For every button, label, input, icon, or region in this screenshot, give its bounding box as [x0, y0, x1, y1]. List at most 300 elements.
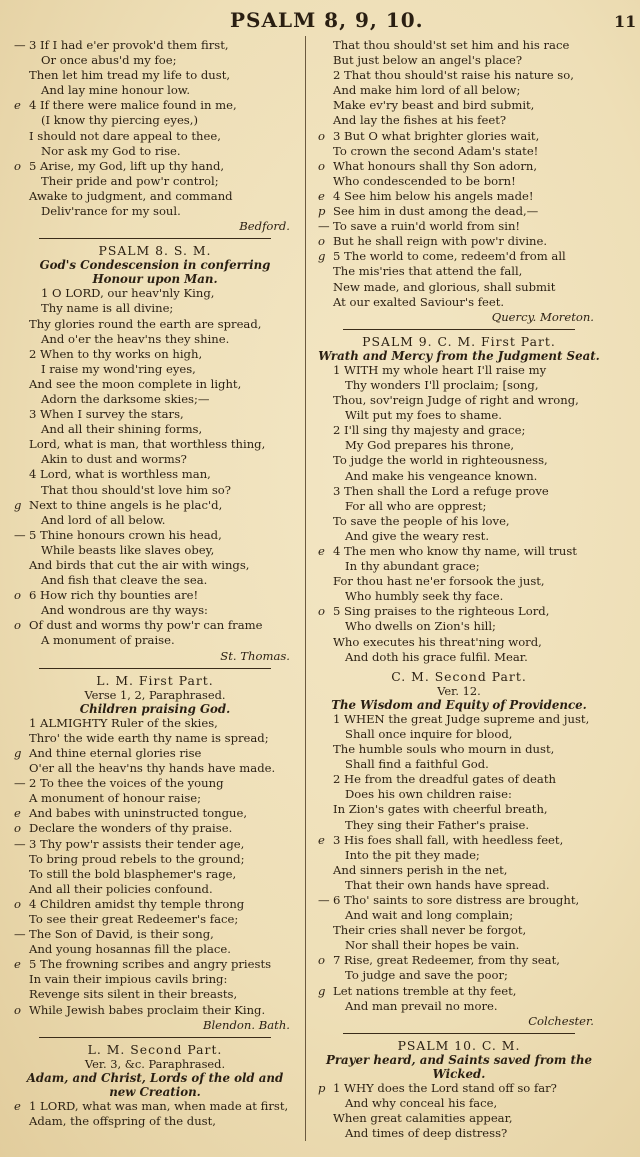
dynamic-mark: e [14, 98, 21, 113]
verse-text: And lay the fishes at his feet? [333, 113, 507, 128]
verse-line [318, 635, 600, 650]
verse-text: 6 Tho' saints to sore distress are brought, [333, 892, 580, 907]
verse-line [318, 189, 600, 204]
verse-text: 3 His foes shall fall, with heedless feet, [333, 832, 564, 847]
verse-line [318, 38, 600, 53]
verse-text: I raise my wond'ring eyes, [41, 361, 196, 376]
verse-text: 3 But O what brighter glories wait, [333, 128, 540, 143]
verse-line [14, 159, 296, 174]
verse-text: While Jewish babes proclaim their King. [29, 1002, 266, 1017]
verse-line [14, 852, 296, 867]
verse-text: And birds that cut the air with wings, [29, 558, 250, 572]
verse-line [14, 1114, 296, 1129]
section-rule [343, 329, 574, 330]
verse-text: Shall once inquire for blood, [345, 726, 513, 741]
dynamic-mark: o [14, 896, 21, 911]
verse-line [330, 499, 600, 514]
verse-text: 1 LORD, what was man, when made at first, [29, 1098, 289, 1113]
verse-reference: Ver. 3, &c. Paraphrased. [84, 1056, 226, 1071]
dynamic-mark: o [318, 158, 325, 173]
verse-line [318, 174, 600, 189]
verse-text: Who humbly seek thy face. [345, 589, 504, 604]
verse-line [330, 1126, 600, 1141]
verse-line [26, 83, 296, 98]
verse-text: 4 If there were malice found in me, [29, 98, 237, 113]
verse-line [318, 893, 600, 908]
verse-line [330, 787, 600, 802]
verse-line [318, 742, 600, 757]
verse-line [14, 68, 296, 83]
verse-line [14, 129, 296, 144]
tune-name: Blendon. Bath. [202, 1017, 290, 1032]
verse-line [26, 362, 296, 377]
verse-line [318, 113, 600, 128]
verse-line [330, 559, 600, 574]
verse-text: Make ev'ry beast and bird submit, [333, 98, 535, 113]
verse-text: 5 The frowning scribes and angry priests [29, 957, 272, 972]
verse-line [14, 972, 296, 987]
psalm-subtitle: Prayer heard, and Saints saved from the Wicked. [325, 1052, 593, 1081]
verse-line [14, 791, 296, 806]
verse-text: 3 If I had e'er provok'd them first, [29, 38, 229, 52]
verse-text: In Zion's gates with cheerful breath, [333, 802, 548, 817]
verse-line [14, 957, 296, 972]
verse-line [318, 514, 600, 529]
verse-text: (I know thy piercing eyes,) [41, 113, 198, 128]
verse-text: 5 The world to come, redeem'd from all [333, 249, 566, 264]
verse-text: And wait and long complain; [345, 908, 514, 923]
dynamic-mark: o [14, 618, 21, 633]
verse-text: And o'er the heav'ns they shine. [41, 331, 230, 346]
verse-line [14, 927, 296, 942]
verse-text: Adorn the darksome skies;— [41, 391, 210, 406]
dynamic-mark: g [318, 249, 326, 264]
verse-text: Who dwells on Zion's hill; [345, 619, 496, 634]
verse-text: Thro' the wide earth thy name is spread; [29, 730, 269, 745]
verse-line [14, 189, 296, 204]
verse-text: And thine eternal glories rise [29, 745, 202, 760]
verse-text: 3 Then shall the Lord a refuge prove [333, 483, 549, 498]
verse-text: And sinners perish in the net, [333, 862, 508, 877]
verse-text: Thy name is all divine; [41, 301, 174, 316]
verse-text: Lord, what is man, that worthless thing, [29, 437, 266, 452]
verse-line [330, 757, 600, 772]
verse-line [26, 204, 296, 219]
verse-text: New made, and glorious, shall submit [333, 279, 556, 294]
verse-text: I should not dare appeal to thee, [29, 128, 221, 143]
verse-text: A monument of honour raise; [29, 791, 202, 806]
verse-line [318, 604, 600, 619]
verse-text: And lord of all below. [41, 512, 166, 527]
verse-line [14, 1003, 296, 1018]
verse-line [14, 867, 296, 882]
verse-line [318, 1081, 600, 1096]
verse-text: 5 Sing praises to the righteous Lord, [333, 604, 550, 619]
verse-line [318, 249, 600, 264]
verse-line [14, 821, 296, 836]
verse-line [318, 453, 600, 468]
dynamic-mark: o [14, 158, 21, 173]
verse-text: To save the people of his love, [333, 513, 510, 528]
verse-line [14, 882, 296, 897]
verse-line [318, 159, 600, 174]
verse-line [26, 543, 296, 558]
verse-text: A monument of praise. [41, 633, 175, 648]
verse-text: While beasts like slaves obey, [41, 542, 215, 557]
dynamic-mark: — [14, 527, 26, 542]
psalm-subtitle: Children praising God. [79, 701, 231, 716]
verse-line [26, 452, 296, 467]
verse-line [26, 513, 296, 528]
verse-text: And young hosannas fill the place. [29, 942, 231, 957]
dynamic-mark: g [14, 745, 22, 760]
verse-text: Adam, the offspring of the dust, [29, 1113, 216, 1128]
verse-line [14, 806, 296, 821]
verse-text: And babes with uninstructed tongue, [29, 806, 248, 821]
verse-text: And make his vengeance known. [345, 468, 538, 483]
psalm-subtitle: Adam, and Christ, Lords of the old and new Creation. [26, 1070, 284, 1099]
verse-text: Wilt put my foes to shame. [345, 408, 502, 423]
section-rule [39, 1037, 270, 1038]
verse-text: 4 Lord, what is worthless man, [29, 467, 211, 482]
verse-text: And give the weary rest. [345, 528, 490, 543]
verse-line [14, 746, 296, 761]
verse-text: That thou should'st love him so? [41, 482, 231, 497]
verse-text: In vain their impious cavils bring: [29, 972, 228, 987]
verse-line [330, 589, 600, 604]
verse-line [318, 423, 600, 438]
verse-text: What honours shall thy Son adorn, [333, 158, 538, 173]
verse-line [330, 438, 600, 453]
verse-text: And doth his grace fulfil. Mear. [345, 649, 528, 664]
verse-text: And all their policies confound. [29, 881, 213, 896]
verse-text: Of dust and worms thy pow'r can frame [29, 618, 263, 633]
verse-line [330, 848, 600, 863]
tune-name: Colchester. [528, 1013, 594, 1028]
verse-text: 1 O LORD, our heav'nly King, [41, 286, 215, 301]
verse-text: To still the bold blasphemer's rage, [29, 866, 237, 881]
dynamic-mark: o [318, 953, 325, 968]
dynamic-mark: p [318, 1080, 326, 1095]
verse-text: 1 ALMIGHTY Ruler of the skies, [29, 715, 218, 730]
psalm-heading: C. M. Second Part. [391, 668, 527, 684]
verse-text: To judge the world in righteousness, [333, 453, 548, 468]
dynamic-mark: e [14, 1098, 21, 1113]
verse-line [330, 908, 600, 923]
verse-text: Nor shall their hopes be vain. [345, 938, 520, 953]
verse-line [14, 716, 296, 731]
verse-line [330, 968, 600, 983]
verse-line [318, 984, 600, 999]
verse-line [14, 987, 296, 1002]
verse-text: To save a ruin'd world from sin! [333, 219, 521, 234]
verse-text: To bring proud rebels to the ground; [29, 851, 245, 866]
verse-text: And make him lord of all below; [333, 83, 521, 98]
verse-text: When great calamities appear, [333, 1111, 513, 1126]
verse-text: To crown the second Adam's state! [333, 143, 539, 158]
verse-text: That their own hands have spread. [345, 877, 550, 892]
verse-text: To see their great Redeemer's face; [29, 911, 239, 926]
verse-text: Their pride and pow'r control; [41, 173, 219, 188]
verse-line [14, 437, 296, 452]
dynamic-mark: e [318, 188, 325, 203]
verse-text: 2 To thee the voices of the young [29, 776, 224, 791]
verse-line [14, 837, 296, 852]
verse-line [14, 407, 296, 422]
verse-text: O'er all the heav'ns thy hands have made. [29, 761, 276, 776]
verse-line [318, 264, 600, 279]
verse-text: 4 See him below his angels made! [333, 188, 534, 203]
page-header [0, 6, 640, 36]
verse-text: And why conceal his face, [345, 1096, 498, 1110]
verse-text: But just below an angel's place? [333, 53, 523, 68]
verse-text: Does his own children raise: [345, 787, 512, 802]
dynamic-mark: o [318, 128, 325, 143]
verse-text: For thou hast ne'er forsook the just, [333, 574, 545, 589]
verse-text: They sing their Father's praise. [345, 817, 530, 832]
verse-text: Or once abus'd my foe; [41, 53, 177, 68]
verse-line [26, 332, 296, 347]
verse-line [318, 129, 600, 144]
verse-line [330, 469, 600, 484]
verse-line [318, 923, 600, 938]
verse-line [26, 113, 296, 128]
verse-line [318, 484, 600, 499]
verse-text: And lay mine honour low. [41, 83, 191, 98]
verse-text: Revenge sits silent in their breasts, [29, 987, 238, 1002]
verse-text: 1 WITH my whole heart I'll raise my [333, 362, 547, 377]
psalm-subtitle: Wrath and Mercy from the Judgment Seat. [318, 348, 600, 363]
verse-line [26, 603, 296, 618]
verse-line [14, 912, 296, 927]
verse-reference: Ver. 12. [437, 683, 481, 698]
dynamic-mark: o [318, 604, 325, 619]
tune-name: St. Thomas. [220, 648, 290, 663]
verse-line [26, 53, 296, 68]
verse-line [14, 498, 296, 513]
verse-line [318, 772, 600, 787]
verse-line [318, 863, 600, 878]
verse-line [14, 558, 296, 573]
verse-text: The humble souls who mourn in dust, [333, 742, 555, 757]
verse-line [330, 408, 600, 423]
verse-line [318, 833, 600, 848]
psalm-heading: L. M. First Part. [96, 672, 214, 688]
verse-line [318, 83, 600, 98]
verse-text: And times of deep distress? [345, 1126, 508, 1141]
verse-text: See him in dust among the dead,— [333, 204, 539, 219]
dynamic-mark: e [318, 832, 325, 847]
verse-text: 7 Rise, great Redeemer, from thy seat, [333, 953, 560, 968]
verse-line [14, 1099, 296, 1114]
dynamic-mark: — [14, 836, 26, 851]
tune-name: Bedford. [239, 219, 290, 234]
page-number: 11 [614, 12, 637, 31]
section-rule [39, 668, 270, 669]
verse-line [26, 633, 296, 648]
dynamic-mark: — [14, 38, 26, 52]
psalm-heading: PSALM 9. C. M. First Part. [362, 333, 556, 349]
verse-line [14, 467, 296, 482]
verse-text: 5 Thine honours crown his head, [29, 527, 222, 542]
verse-line [318, 802, 600, 817]
verse-text: Shall find a faithful God. [345, 757, 489, 772]
verse-text: My God prepares his throne, [345, 438, 515, 453]
verse-text: That thou should'st set him and his race [333, 38, 570, 52]
verse-line [318, 574, 600, 589]
verse-text: 6 How rich thy bounties are! [29, 588, 199, 603]
dynamic-mark: — [14, 927, 26, 942]
verse-text: Awake to judgment, and command [29, 188, 233, 203]
verse-text: Let nations tremble at thy feet, [333, 983, 517, 998]
verse-line [14, 897, 296, 912]
verse-line [26, 422, 296, 437]
column-divider [305, 36, 306, 1141]
verse-text: Who executes his threat'ning word, [333, 634, 542, 649]
verse-text: 3 When I survey the stars, [29, 407, 184, 422]
dynamic-mark: o [14, 588, 21, 603]
verse-line [14, 776, 296, 791]
psalm-heading: L. M. Second Part. [87, 1041, 223, 1057]
verse-line [318, 280, 600, 295]
verse-text: And all their shining forms, [41, 422, 203, 437]
verse-text: Who condescended to be born! [333, 173, 516, 188]
verse-line [330, 727, 600, 742]
verse-text: 2 When to thy works on high, [29, 346, 203, 361]
verse-line [318, 393, 600, 408]
verse-line [26, 174, 296, 189]
left-column [14, 38, 296, 1129]
verse-text: And fish that cleave the sea. [41, 573, 208, 588]
verse-text: Nor ask my God to rise. [41, 143, 181, 158]
verse-text: For all who are opprest; [345, 498, 487, 513]
dynamic-mark: e [318, 544, 325, 558]
verse-text: Akin to dust and worms? [41, 452, 187, 467]
verse-line [14, 588, 296, 603]
verse-text: In thy abundant grace; [345, 559, 480, 574]
verse-text: 1 WHEN the great Judge supreme and just, [333, 711, 590, 726]
verse-text: And man prevail no more. [345, 998, 498, 1013]
verse-line [14, 347, 296, 362]
dynamic-mark: e [14, 806, 21, 821]
verse-line [14, 528, 296, 543]
verse-line [14, 377, 296, 392]
psalm-heading: PSALM 10. C. M. [397, 1037, 521, 1053]
verse-text: The mis'ries that attend the fall, [333, 264, 523, 279]
verse-line [14, 38, 296, 53]
dynamic-mark: o [318, 234, 325, 249]
verse-line [318, 144, 600, 159]
verse-text: 5 Arise, my God, lift up thy hand, [29, 158, 225, 173]
verse-text: 4 The men who know thy name, will trust [333, 544, 577, 558]
dynamic-mark: p [318, 204, 326, 219]
verse-line [26, 573, 296, 588]
verse-text: Thy glories round the earth are spread, [29, 316, 262, 331]
verse-text: Then let him tread my life to dust, [29, 68, 231, 83]
verse-line [14, 98, 296, 113]
running-title: PSALM 8, 9, 10. [230, 8, 424, 32]
verse-line [318, 53, 600, 68]
verse-line [14, 942, 296, 957]
section-rule [39, 238, 270, 239]
verse-line [330, 938, 600, 953]
verse-text: Their cries shall never be forgot, [333, 923, 527, 938]
verse-line [318, 98, 600, 113]
verse-line [318, 295, 600, 310]
dynamic-mark: o [14, 821, 21, 836]
dynamic-mark: — [318, 892, 330, 907]
verse-line [318, 712, 600, 727]
verse-line [330, 818, 600, 833]
verse-text: Deliv'rance for my soul. [41, 204, 181, 219]
dynamic-mark: — [318, 219, 330, 234]
verse-text: 4 Children amidst thy temple throng [29, 896, 245, 911]
verse-text: 2 That thou should'st raise his nature so, [333, 68, 574, 83]
verse-text: The Son of David, is their song, [29, 927, 214, 942]
dynamic-mark: g [14, 497, 22, 512]
verse-text: But he shall reign with pow'r divine. [333, 234, 548, 249]
verse-line [26, 392, 296, 407]
verse-line [26, 144, 296, 159]
dynamic-mark: — [14, 776, 26, 791]
verse-text: 2 He from the dreadful gates of death [333, 772, 556, 787]
verse-text: Next to thine angels is he plac'd, [29, 497, 223, 512]
verse-text: At our exalted Saviour's feet. [333, 294, 505, 309]
verse-text: Thy wonders I'll proclaim; [song, [345, 377, 539, 392]
verse-text: 2 I'll sing thy majesty and grace; [333, 423, 526, 438]
verse-line [330, 650, 600, 665]
right-column [318, 38, 600, 1141]
verse-line [318, 219, 600, 234]
psalm-subtitle: The Wisdom and Equity of Providence. [331, 697, 587, 712]
verse-line [318, 204, 600, 219]
verse-line [318, 953, 600, 968]
verse-line [26, 483, 296, 498]
dynamic-mark: g [318, 983, 326, 998]
verse-text: And wondrous are thy ways: [41, 603, 208, 618]
verse-line [330, 529, 600, 544]
verse-line [14, 731, 296, 746]
psalm-subtitle: God's Condescension in conferring Honour upon Man. [39, 258, 271, 287]
verse-text: To judge and save the poor; [345, 968, 508, 983]
verse-line [330, 878, 600, 893]
verse-line [14, 761, 296, 776]
verse-text: Into the pit they made; [345, 847, 480, 862]
dynamic-mark: o [14, 1002, 21, 1017]
verse-reference: Verse 1, 2, Paraphrased. [84, 687, 226, 702]
dynamic-mark: e [14, 957, 21, 972]
tune-name: Quercy. Moreton. [491, 309, 594, 324]
verse-line [318, 234, 600, 249]
verse-line [26, 286, 296, 301]
verse-line [14, 317, 296, 332]
verse-line [330, 378, 600, 393]
verse-line [330, 999, 600, 1014]
verse-text: And see the moon complete in light, [29, 376, 242, 391]
psalm-heading: PSALM 8. S. M. [98, 243, 212, 259]
section-rule [343, 1033, 574, 1034]
verse-text: Declare the wonders of thy praise. [29, 821, 233, 836]
verse-line [318, 68, 600, 83]
verse-line [330, 619, 600, 634]
verse-line [318, 363, 600, 378]
verse-line [318, 1111, 600, 1126]
verse-line [26, 301, 296, 316]
verse-line [14, 618, 296, 633]
verse-text: 3 Thy pow'r assists their tender age, [29, 836, 245, 851]
verse-text: Thou, sov'reign Judge of right and wrong, [333, 393, 579, 408]
verse-line [318, 544, 600, 559]
